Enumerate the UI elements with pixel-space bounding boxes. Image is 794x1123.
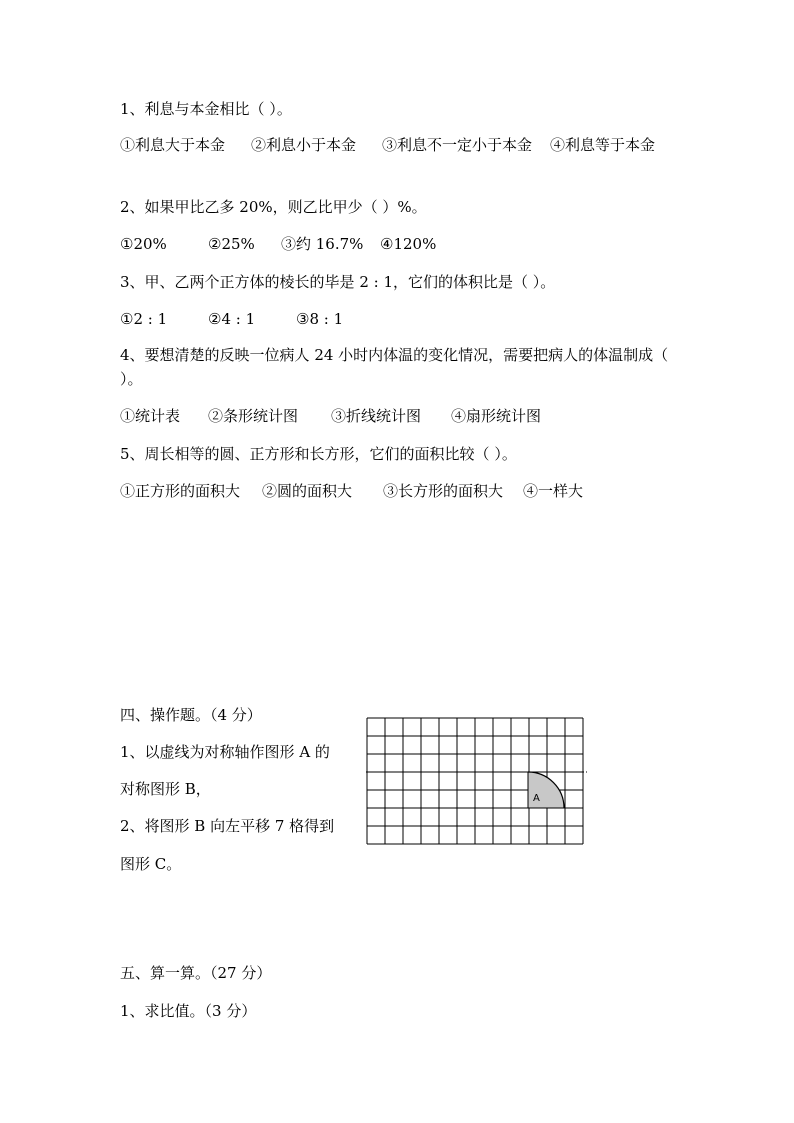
question-1-option-4: ④利息等于本金 <box>550 136 656 154</box>
question-2-option-3: ③约 16.7% <box>281 235 364 253</box>
question-3-option-3: ③8 : 1 <box>296 310 344 328</box>
question-2-stem: 2、如果甲比乙多 20%，则乙比甲少（ ）%。 <box>120 198 427 216</box>
question-5-option-3: ③长方形的面积大 <box>383 482 504 500</box>
section-4-item-1-line-2: 对称图形 B， <box>120 780 211 798</box>
question-2-option-1: ①20% <box>120 235 167 253</box>
question-3-stem: 3、甲、乙两个正方体的棱长的毕是 2 : 1，它们的体积比是（ ）。 <box>120 273 556 291</box>
question-5-option-4: ④一样大 <box>523 482 584 500</box>
section-4-item-2-line-1: 2、将图形 B 向左平移 7 格得到 <box>120 817 335 835</box>
question-5-stem: 5、周长相等的圆、正方形和长方形，它们的面积比较（ ）。 <box>120 445 517 463</box>
question-2-option-4: ④120% <box>380 235 437 253</box>
question-4-stem: 4、要想清楚的反映一位病人 24 小时内体温的变化情况，需要把病人的体温制成（ ）。 <box>120 346 669 388</box>
question-3-option-1: ①2 : 1 <box>120 310 168 328</box>
question-1-option-3: ③利息不一定小于本金 <box>382 136 533 154</box>
question-5-options <box>120 480 583 502</box>
question-4-option-4: ④扇形统计图 <box>451 407 542 425</box>
question-4-options <box>120 405 541 427</box>
question-2-option-2: ②25% <box>208 235 255 253</box>
symmetry-grid-figure <box>366 716 590 848</box>
question-3-options <box>120 308 343 330</box>
question-1-options <box>120 133 680 157</box>
question-3-option-2: ②4 : 1 <box>208 310 256 328</box>
question-4-option-2: ②条形统计图 <box>208 407 299 425</box>
question-5-option-2: ②圆的面积大 <box>262 482 353 500</box>
question-5-option-1: ①正方形的面积大 <box>120 482 241 500</box>
question-4-option-1: ①统计表 <box>120 407 181 425</box>
section-4-title: 四、操作题。（4 分） <box>120 706 262 724</box>
question-1-option-2: ②利息小于本金 <box>251 136 357 154</box>
section-5-title: 五、算一算。（27 分） <box>120 964 272 982</box>
section-4-item-2-line-2: 图形 C。 <box>120 855 182 873</box>
shape-a-label: A <box>533 793 540 804</box>
question-2-options <box>120 233 436 255</box>
question-1-option-1: ①利息大于本金 <box>120 136 226 154</box>
question-4-option-3: ③折线统计图 <box>331 407 422 425</box>
section-5-item-1: 1、求比值。（3 分） <box>120 1002 257 1020</box>
question-1-stem: 1、利息与本金相比（ ）。 <box>120 100 292 118</box>
section-4-item-1-line-1: 1、以虚线为对称轴作图形 A 的 <box>120 743 330 761</box>
